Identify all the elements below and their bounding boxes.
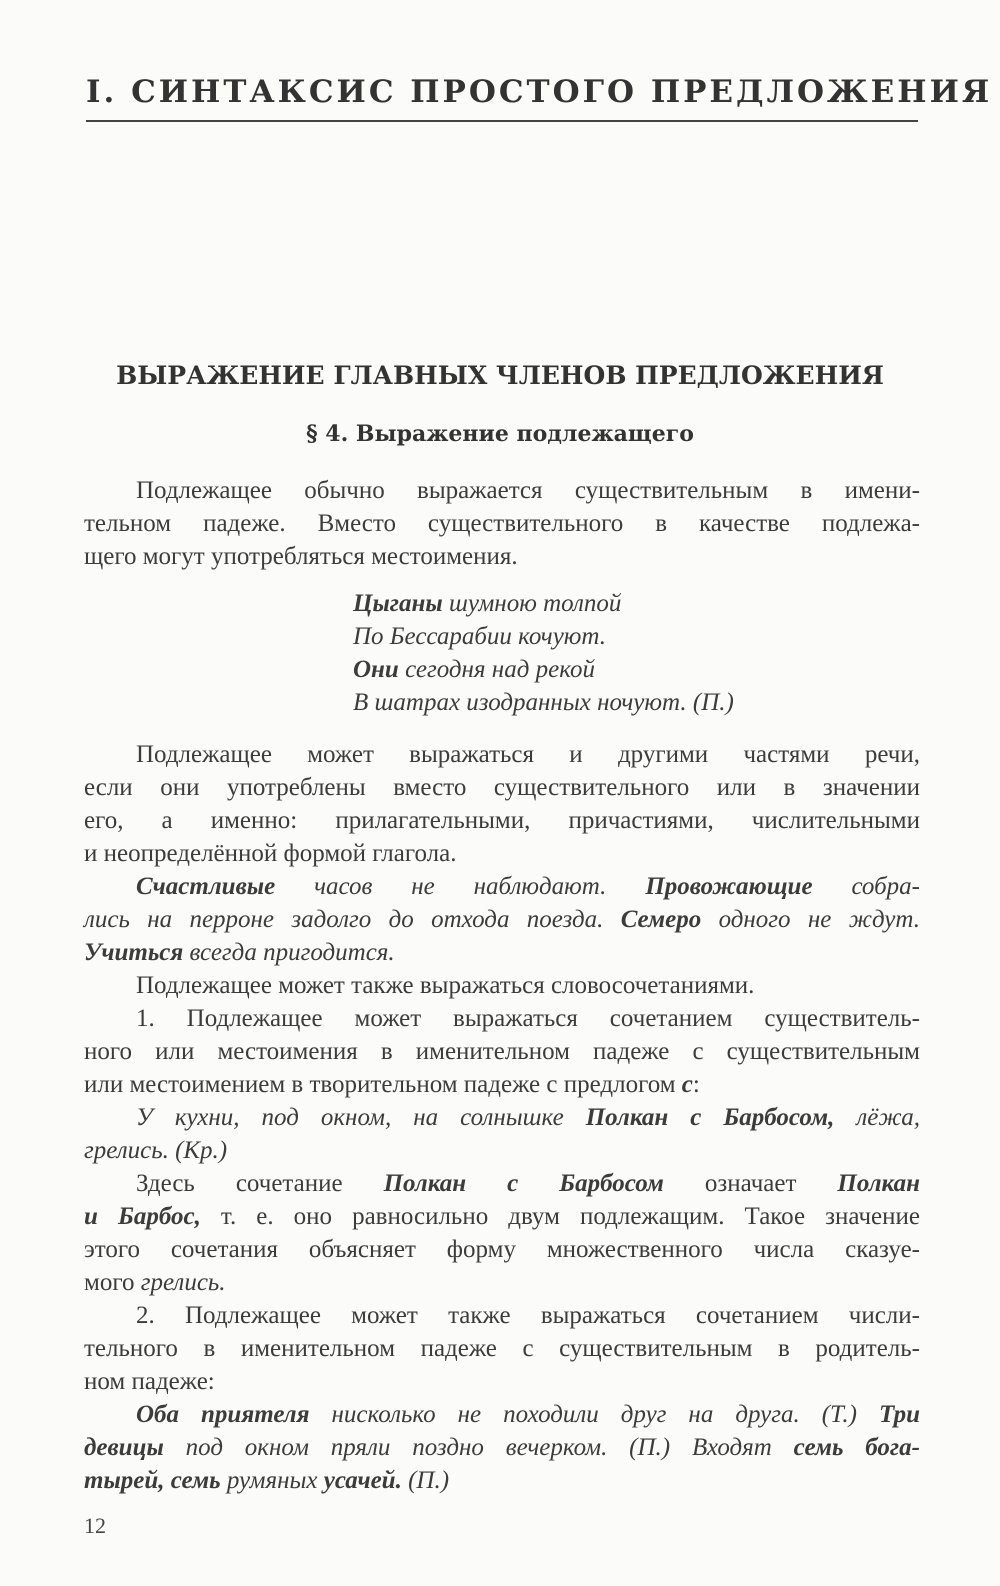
verse-line: По Бессарабии кочуют. [353, 623, 607, 650]
subject-word: Полкан [837, 1170, 920, 1197]
subject-word: Учиться [84, 939, 184, 966]
text-span: мого [84, 1269, 141, 1296]
example-text: румяных [220, 1467, 324, 1494]
page-number: 12 [84, 1513, 106, 1538]
example-line [84, 903, 920, 936]
text-line: 1. Подлежащее может выражаться сочетанием существитель- [136, 1005, 920, 1032]
example-line [84, 936, 920, 969]
preposition: с [681, 1071, 693, 1098]
chapter-title: I. СИНТАКСИС ПРОСТОГО ПРЕДЛОЖЕНИЯ [86, 74, 993, 110]
text-line [84, 1266, 920, 1299]
text-line [84, 1200, 920, 1233]
text-line: Подлежащее обычно выражается существительным в имени- [136, 477, 920, 504]
subject-word: Три [878, 1401, 920, 1428]
text-line: Подлежащее может также выражаться словосочетаниями. [136, 972, 755, 999]
text-line: тельном падеже. Вместо существительного в качестве подлежа- [84, 510, 920, 537]
subject-word: тырей, семь [84, 1467, 221, 1494]
example-text: У кухни, под окном, на солнышке [136, 1104, 586, 1131]
text-span: : [692, 1071, 700, 1098]
subject-word: Цыганы [353, 590, 443, 617]
chapter-underline [86, 120, 918, 122]
predicate-word: грелись. [140, 1269, 226, 1296]
text-line: и неопределённой формой глагола. [84, 840, 457, 867]
example-text: под окном пряли поздно вечерком. (П.) Входят [163, 1434, 794, 1461]
text-line: его, а именно: прилагательными, причастиями, числительными [84, 807, 920, 834]
section-title: ВЫРАЖЕНИЕ ГЛАВНЫХ ЧЛЕНОВ ПРЕДЛОЖЕНИЯ [116, 361, 884, 390]
subject-word: Полкан с Барбосом [383, 1170, 664, 1197]
verse-line [353, 587, 913, 620]
subject-word: Они [353, 656, 399, 683]
text-line: если они употреблены вместо существительного или в значении [84, 774, 920, 801]
subject-word: Семеро [620, 906, 702, 933]
example-line [84, 1464, 920, 1497]
text-line [136, 1167, 920, 1200]
verse-text: шумною толпой [442, 590, 622, 617]
subject-word: Оба приятеля [136, 1401, 310, 1428]
example-text: всегда пригодится. [183, 939, 395, 966]
example-line [136, 1101, 920, 1134]
subject-word: Полкан с Барбосом, [585, 1104, 835, 1131]
text-span: означает [663, 1170, 838, 1197]
text-line: щего могут употребляться местоимения. [84, 543, 518, 570]
verse-text: сегодня над рекой [398, 656, 595, 683]
example-line [136, 870, 920, 903]
text-line: Подлежащее может выражаться и другими частями речи, [136, 741, 920, 768]
example-text: лись на перроне задолго до отхода поезда. [84, 906, 621, 933]
example-text: собра- [812, 873, 920, 900]
subject-word: Счастливые [136, 873, 276, 900]
text-line: ного или местоимения в именительном падеже с существительным [84, 1038, 920, 1065]
subject-word: усачей. [323, 1467, 402, 1494]
verse-line: В шатрах изодранных ночуют. (П.) [353, 689, 734, 716]
subject-word: семь бога- [793, 1434, 920, 1461]
subject-word: и Барбос, [84, 1203, 201, 1230]
text-line [84, 1068, 920, 1101]
text-span: т. е. оно равносильно двум подлежащим. Такое значение [200, 1203, 921, 1230]
example-text: одного не ждут. [701, 906, 920, 933]
subject-word: Провожающие [645, 873, 813, 900]
example-text: нисколько не походили друг на друга. (Т.) [309, 1401, 879, 1428]
text-line: этого сочетания объясняет форму множественного числа сказуе- [84, 1236, 920, 1263]
text-line: ном падеже: [84, 1368, 215, 1395]
example-text: часов не наблюдают. [275, 873, 646, 900]
text-span: или местоимением в творительном падеже с предлогом [84, 1071, 682, 1098]
example-line: грелись. (Кр.) [84, 1137, 228, 1164]
verse-line [353, 653, 913, 686]
example-line [136, 1398, 920, 1431]
example-text: лёжа, [834, 1104, 920, 1131]
paragraph-title: § 4. Выражение подлежащего [306, 421, 694, 447]
text-span: Здесь сочетание [136, 1170, 384, 1197]
example-text: (П.) [401, 1467, 450, 1494]
text-line: 2. Подлежащее может также выражаться сочетанием числи- [136, 1302, 920, 1329]
example-line [84, 1431, 920, 1464]
subject-word: девицы [84, 1434, 164, 1461]
text-line: тельного в именительном падеже с существительным в родитель- [84, 1335, 920, 1362]
